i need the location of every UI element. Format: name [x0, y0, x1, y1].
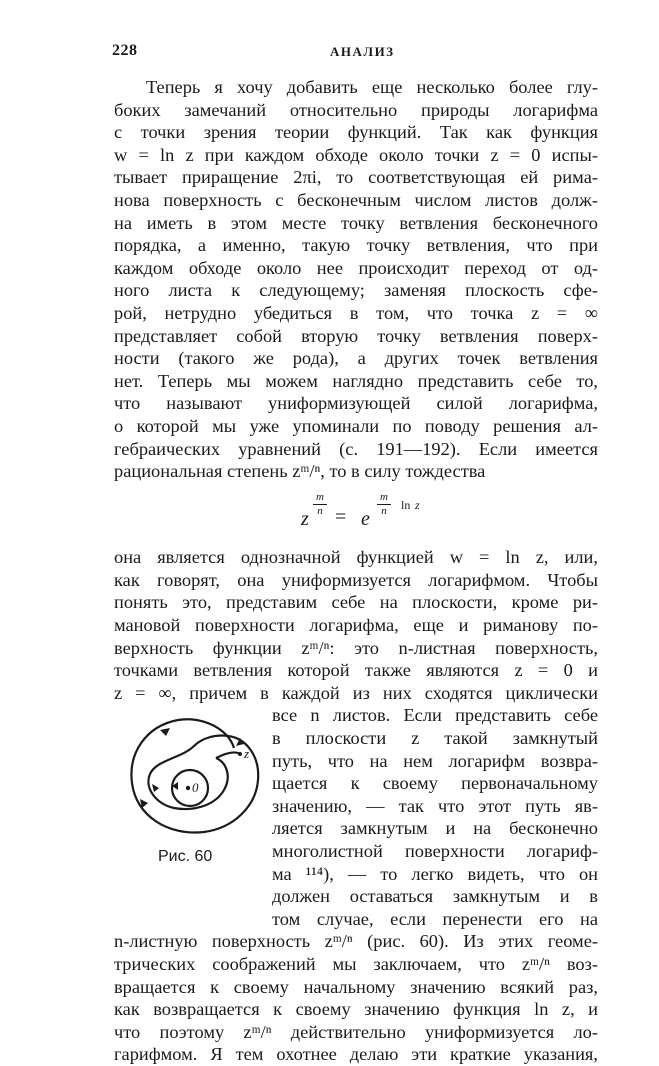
text-line: рой, нетрудно убедиться в том, что точка z = ∞ [114, 303, 598, 323]
text-line: том случае, если перенести его на [272, 908, 598, 929]
formula-equals: = [335, 506, 347, 529]
hook-path [216, 753, 240, 759]
text-line: точками ветвления которой также являются z = 0 и [114, 660, 598, 681]
text-line: о которой мы уже упоминали по поводу решения ал- [114, 416, 598, 436]
text-line: тывает приращение 2πi, то соответствующая ей римa- [114, 167, 598, 188]
text-line: рациональная степень zᵐ/ⁿ, то в силу тождества [114, 461, 486, 482]
figure-label-0: 0 [192, 780, 199, 796]
text-line: путь, что на нем логарифм возвра- [272, 750, 598, 771]
text-line: понять это, представим себе на плоскости, кроме ри- [114, 592, 598, 613]
middle-loop [148, 736, 228, 810]
outer-loop [131, 720, 258, 833]
text-line: многолистной поверхности логариф- [272, 841, 598, 861]
formula-den: n [317, 505, 323, 518]
text-line: с точки зрения теории функций. Так как функция [114, 122, 598, 143]
formula-exp-base: e [361, 508, 370, 531]
text-line: трических соображений мы заключаем, что zᵐ/ⁿ воз- [114, 954, 598, 974]
text-line: гебраических уравнений (с. 191—192). Если имеется [114, 438, 598, 459]
text-line: гарифмом. Я тем охотнее делаю эти краткие указания, [114, 1044, 598, 1065]
text-line: все n листов. Если представить себе [272, 705, 598, 726]
text-line: в плоскости z такой замкнутый [272, 728, 598, 748]
text-line: Теперь я хочу добавить еще несколько более глу- [146, 77, 598, 97]
text-line: она является однозначной функцией w = ln z, или, [114, 547, 598, 568]
formula-exponent-left [313, 492, 327, 517]
text-line: нова поверхность с бесконечным числом листов долж- [114, 190, 598, 210]
formula-num: m [316, 491, 324, 504]
display-formula [295, 492, 435, 536]
formula-ln-arg: z [415, 498, 420, 513]
text-line: ного листа к следующему; заменяя плоскость сфе- [114, 280, 598, 301]
text-line: вращается к своему начальному значению всякий раз, [114, 976, 598, 997]
figure-60-diagram [116, 708, 274, 848]
text-line: ности (такого же рода), а других точек ветвления [114, 348, 598, 369]
text-line: значению, — так что этот путь яв- [272, 795, 598, 816]
text-line: что называют униформизующей силой логарифма, [114, 393, 598, 414]
text-line: z = ∞, причем в каждой из них сходятся циклически [114, 682, 598, 703]
text-line: должен оставаться замкнутым и в [272, 886, 598, 907]
text-line: n-листную поверхность zᵐ/ⁿ (рис. 60). Из этих геоме- [114, 931, 598, 952]
text-line: щается к своему первоначальному [272, 773, 598, 794]
text-line: что поэтому zᵐ/ⁿ действительно униформизуется ло- [114, 1021, 598, 1042]
text-line: каждом обходе около нее происходит переход от од- [114, 257, 598, 278]
text-line: представляет собой вторую точку ветвления поверх- [114, 325, 598, 346]
origin-point [186, 786, 190, 790]
figure-label-z: z [244, 746, 250, 762]
text-line: порядка, а именно, такую точку ветвления, что при [114, 235, 598, 256]
figure-60 [116, 708, 274, 848]
formula-base: z [301, 508, 309, 531]
z-point [238, 752, 242, 756]
page-number: 228 [112, 42, 138, 59]
formula-num: m [380, 491, 388, 504]
text-line: мановой поверхности логарифма, еще и риманову по- [114, 615, 598, 635]
text-line: w = ln z при каждом обходе около точки z = 0 испы- [114, 144, 598, 165]
text-line: как говорят, она униформизуется логарифмом. Чтобы [114, 569, 598, 590]
text-line: ма ¹¹⁴), — то легко видеть, что он [272, 863, 598, 884]
formula-exponent-right [377, 492, 391, 517]
text-line: верхность функции zᵐ/ⁿ: это n-листная поверхность, [114, 637, 598, 658]
formula-den: n [381, 505, 387, 518]
running-title: АНАЛИЗ [330, 44, 395, 59]
text-line: как возвращается к своему значению функция ln z, и [114, 999, 598, 1020]
text-line: нет. Теперь мы можем наглядно представить себе то, [114, 370, 598, 391]
text-line: на иметь в этом месте точку ветвления бесконечного [114, 212, 598, 233]
arrow-head [152, 784, 159, 792]
arrow-head [160, 728, 170, 736]
page-header [0, 42, 659, 66]
formula-ln: ln [401, 498, 411, 513]
text-line: ляется замкнутым и на бесконечно [272, 818, 598, 839]
text-line: боких замечаний относительно природы логарифма [114, 99, 598, 120]
figure-caption: Рис. 60 [158, 848, 213, 866]
